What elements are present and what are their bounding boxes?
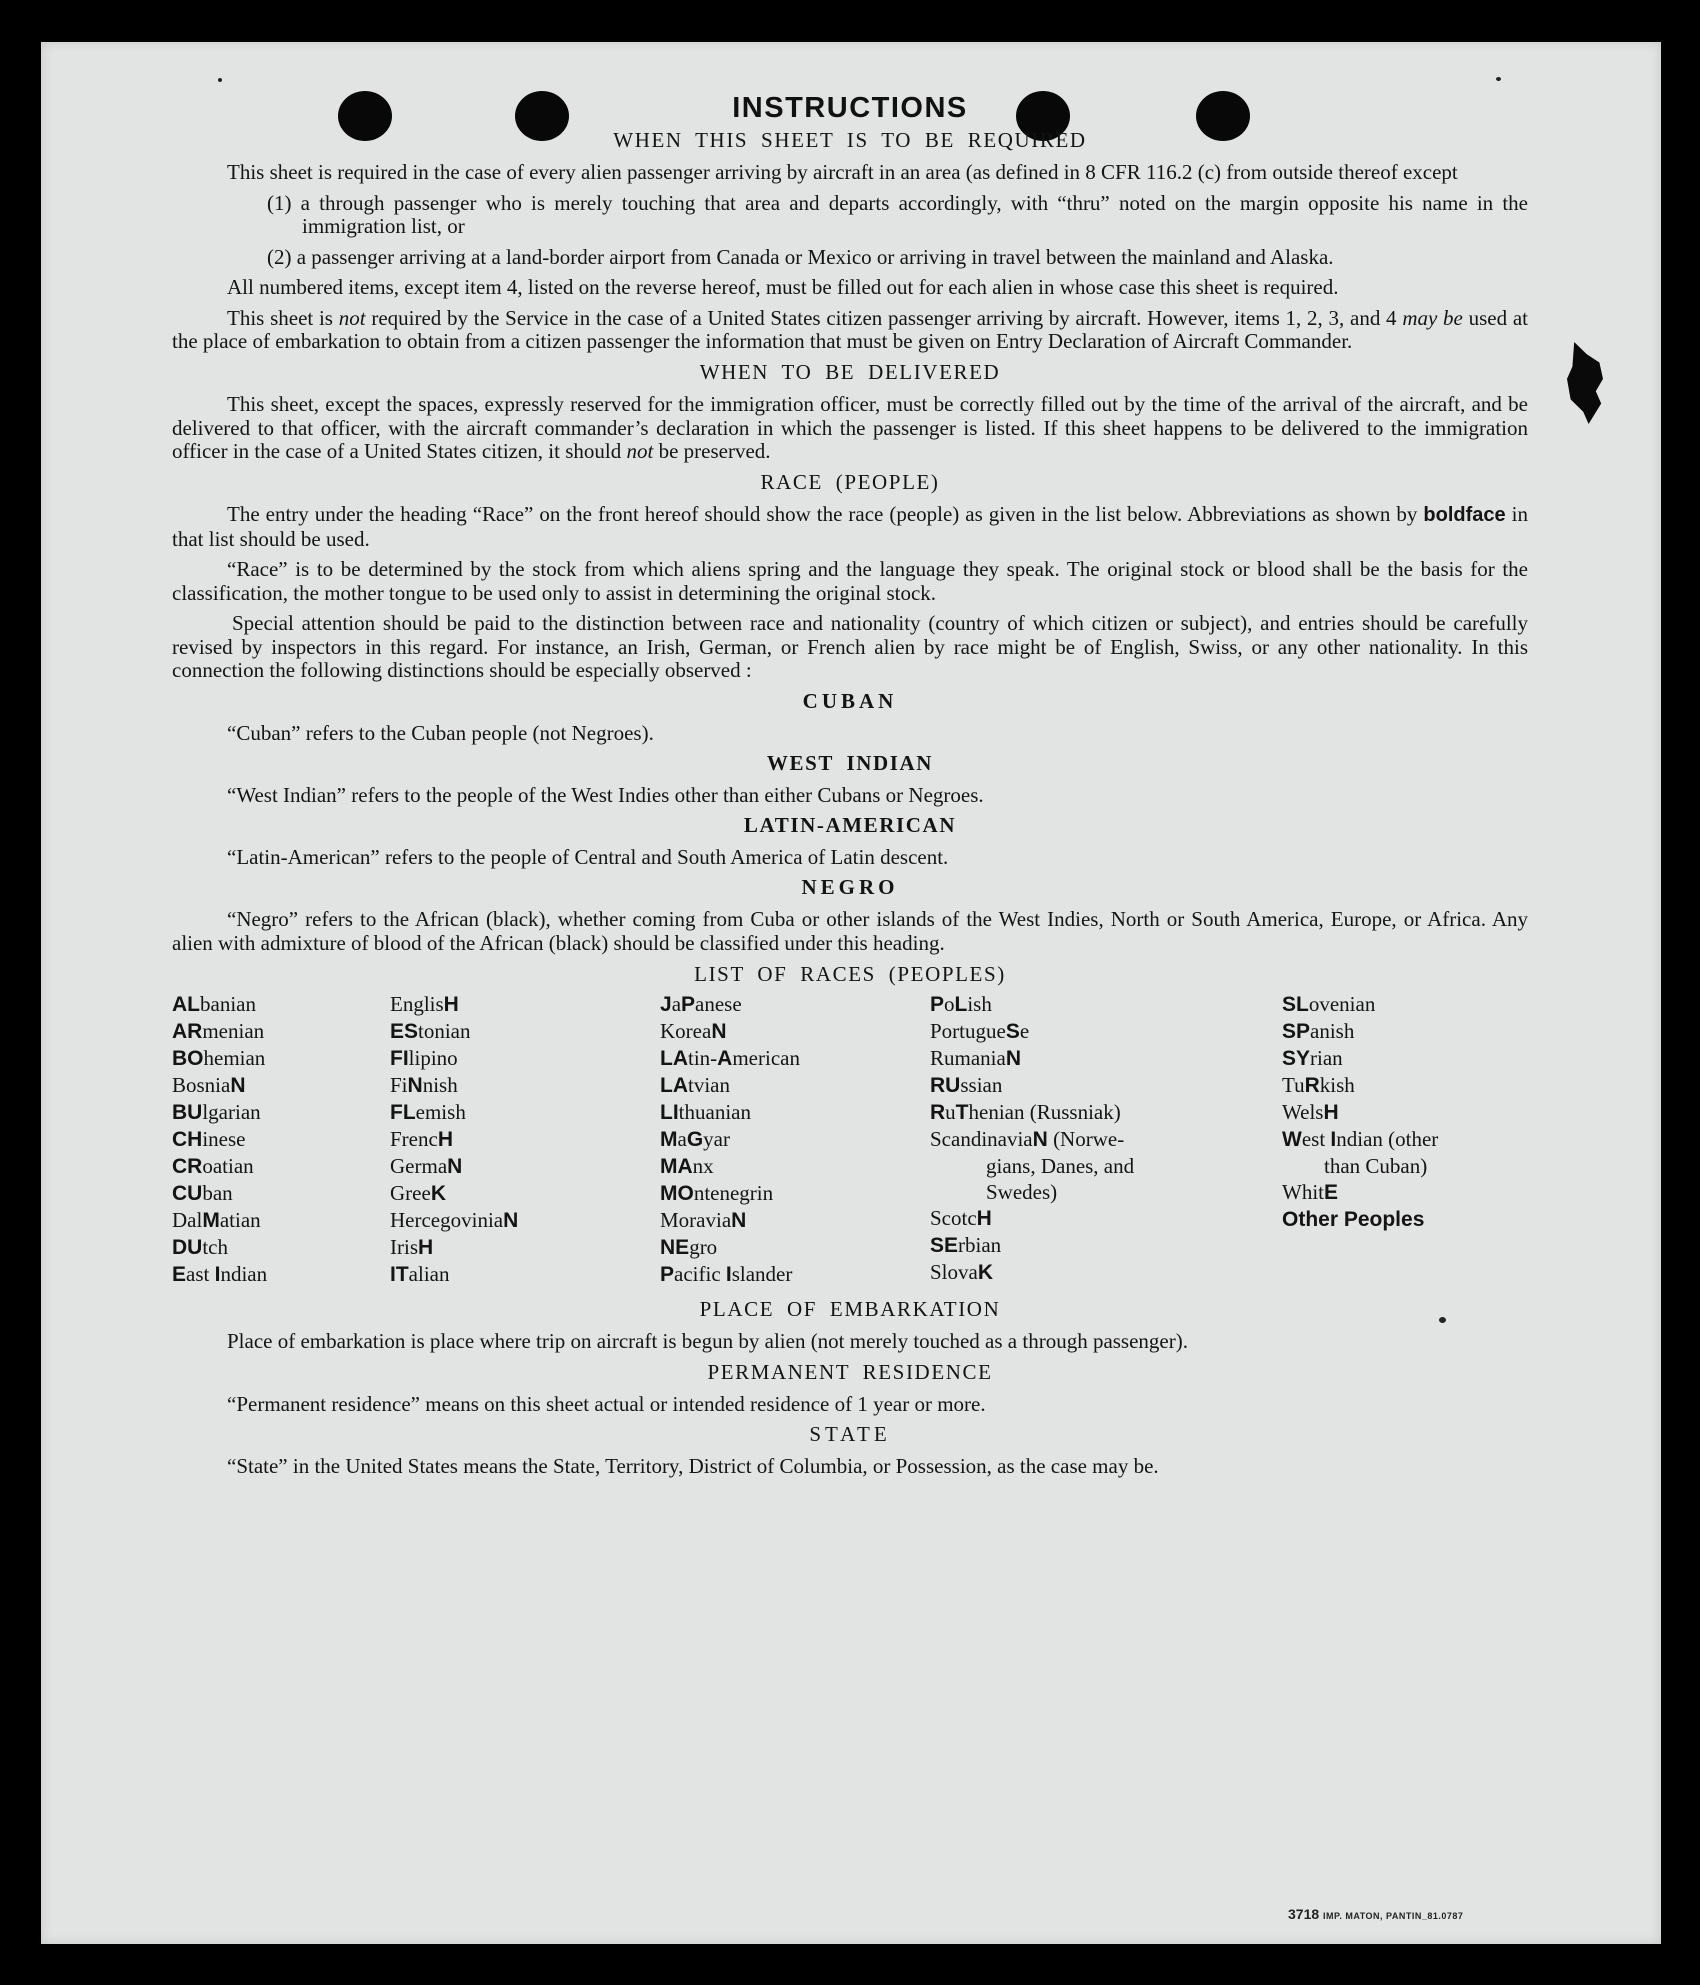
race-text: P — [681, 992, 696, 1016]
race-entry — [390, 1045, 660, 1072]
race-entry — [172, 1126, 390, 1153]
definition-west-indian: “West Indian” refers to the people of the West Indies other than either Cubans or Negroes. — [227, 783, 984, 807]
race-text: merican — [732, 1045, 800, 1070]
race-text: BU — [172, 1100, 203, 1124]
race-text: K — [430, 1181, 446, 1205]
race-entry — [1282, 1179, 1528, 1206]
race-entry — [172, 1207, 390, 1234]
race-entry — [660, 1234, 930, 1261]
race-entry — [390, 1126, 660, 1153]
race-text: H — [418, 1235, 434, 1259]
race-text: T — [955, 1100, 969, 1124]
document-sheet — [41, 42, 1661, 1944]
race-text: ban — [202, 1180, 233, 1205]
printer-footer — [1288, 1906, 1463, 1922]
race-text: Wels — [1282, 1099, 1324, 1124]
race-text: anese — [695, 991, 742, 1016]
race-entry — [1282, 1099, 1528, 1126]
race-text: ES — [390, 1019, 419, 1043]
definition-cuban: “Cuban” refers to the Cuban people (not Negroes). — [227, 721, 654, 745]
race-entry — [172, 991, 390, 1018]
race-entry — [172, 1045, 390, 1072]
race-text: N — [230, 1073, 246, 1097]
race-text: ntenegrin — [693, 1180, 774, 1205]
race-entry — [390, 1072, 660, 1099]
race-text: CU — [172, 1181, 203, 1205]
race-entry — [390, 1153, 660, 1180]
race-entry — [930, 1018, 1282, 1045]
races-column — [930, 991, 1282, 1288]
race-text: SL — [1282, 992, 1309, 1016]
race-text: I — [214, 1262, 221, 1286]
race-entry — [390, 1180, 660, 1207]
numbered-item-2: (2) a passenger arriving at a land-border airport from Canada or Mexico or arriving in travel between the mainland and Alaska. — [267, 244, 1334, 269]
race-text: inese — [202, 1126, 246, 1151]
paragraph: The entry under the heading “Race” on the front hereof should show the race (people) as given in the list below. Abbreviations as shown by boldface in that list should be used. — [172, 502, 1529, 551]
race-text: FL — [390, 1100, 416, 1124]
race-text: P — [660, 1262, 675, 1286]
race-text: I — [1330, 1127, 1337, 1151]
race-text: rbian — [958, 1232, 1002, 1257]
race-text: M — [660, 1127, 678, 1151]
race-text: N — [1005, 1046, 1021, 1070]
race-text: Hercegovinia — [390, 1207, 504, 1232]
race-entry — [172, 1072, 390, 1099]
race-entry — [660, 991, 930, 1018]
race-text: kish — [1319, 1072, 1355, 1097]
race-text: I — [725, 1262, 732, 1286]
race-text: rian — [1310, 1045, 1343, 1070]
race-text: nx — [692, 1153, 714, 1178]
race-text: BO — [172, 1046, 204, 1070]
section-heading-required: WHEN THIS SHEET IS TO BE REQUIRED — [613, 127, 1087, 152]
race-text: LA — [660, 1046, 688, 1070]
race-text: banian — [200, 991, 256, 1016]
race-entry — [930, 1099, 1282, 1126]
race-text: H — [976, 1206, 992, 1230]
paragraph: This sheet is not required by the Service in the case of a United States citizen passenger arriving by aircraft. However, items 1, 2, 3, and 4 may be used at the place of embarkation to obtain from a citizen passenger the information that must be given on Entry Declaration of Aircraft Commander. — [172, 305, 1529, 353]
race-entry — [390, 1099, 660, 1126]
heading-latin-american: LATIN-AMERICAN — [743, 812, 957, 837]
race-text: Swedes) — [986, 1179, 1058, 1204]
race-text: ovenian — [1308, 991, 1376, 1016]
race-entry — [660, 1045, 930, 1072]
race-text: thuanian — [678, 1099, 751, 1124]
section-heading-race: RACE (PEOPLE) — [760, 469, 940, 494]
heading-state: STATE — [809, 1421, 891, 1446]
race-text: CR — [172, 1154, 203, 1178]
race-entry — [930, 1259, 1282, 1286]
race-entry — [660, 1018, 930, 1045]
paragraph: Special attention should be paid to the distinction between race and nationality (country of which citizen or subject), and entries should be carefully revised by inspectors in this regard. For instance, an Irish, German, or French alien by race might be of English, Swiss, or any other nationality. In this connection the following distinctions should be especially observed : — [172, 611, 1528, 682]
paragraph: “Race” is to be determined by the stock from which aliens spring and the language they speak. The original stock or blood shall be the basis for the classification, the mother tongue to be used only to assist in determining the original stock. — [172, 557, 1528, 605]
race-text: tonian — [418, 1018, 471, 1043]
race-text: oatian — [202, 1153, 254, 1178]
race-text: H — [1323, 1100, 1339, 1124]
definition-negro: “Negro” refers to the African (black), whether coming from Cuba or other islands of the West Indies, North or South America, Europe, or Africa. Any alien with admixture of blood of the African (black) should be classified under this heading. — [172, 907, 1528, 955]
race-text: Iris — [390, 1234, 418, 1259]
race-entry — [1282, 1126, 1528, 1153]
race-text: SY — [1282, 1046, 1311, 1070]
race-text: Germa — [390, 1153, 448, 1178]
definition-latin-american: “Latin-American” refers to the people of Central and South America of Latin descent. — [227, 845, 949, 869]
race-text: IT — [390, 1262, 409, 1286]
race-text: acific — [674, 1261, 726, 1286]
race-text: SE — [930, 1233, 959, 1257]
instructions-content — [172, 92, 1529, 1486]
form-number: 3718 — [1288, 1906, 1320, 1922]
definition-permanent-residence: “Permanent residence” means on this sheet actual or intended residence of 1 year or more. — [227, 1392, 986, 1416]
race-text: R — [930, 1100, 946, 1124]
race-entry — [1282, 1018, 1528, 1045]
race-entry — [1282, 1045, 1528, 1072]
race-entry — [390, 1018, 660, 1045]
race-text: DU — [172, 1235, 203, 1259]
race-text: N — [731, 1208, 747, 1232]
race-entry — [930, 1232, 1282, 1259]
races-column — [172, 991, 390, 1288]
race-text: a — [677, 1126, 687, 1151]
race-text: P — [930, 992, 945, 1016]
race-text: Fi — [390, 1072, 408, 1097]
race-text: M — [202, 1208, 220, 1232]
race-text: Dal — [172, 1207, 203, 1232]
race-text: ish — [967, 991, 992, 1016]
definition-embarkation: Place of embarkation is place where trip on aircraft is begun by alien (not merely touched as a through passenger). — [227, 1329, 1188, 1353]
race-text: nish — [422, 1072, 458, 1097]
race-text: N — [503, 1208, 519, 1232]
race-text: ssian — [960, 1072, 1003, 1097]
race-entry — [172, 1180, 390, 1207]
race-entry — [930, 1126, 1282, 1153]
race-text: ast — [186, 1261, 215, 1286]
races-column — [660, 991, 930, 1288]
section-heading-delivered: WHEN TO BE DELIVERED — [699, 359, 1001, 384]
race-text: lipino — [408, 1045, 458, 1070]
race-text: LA — [660, 1073, 688, 1097]
races-list — [172, 991, 1528, 1288]
dust-speck — [1496, 77, 1501, 81]
race-text: tch — [202, 1234, 228, 1259]
paragraph: This sheet, except the spaces, expressly reserved for the immigration officer, must be correctly filled out by the time of the arrival of the aircraft, and be delivered to that officer, with the aircraft commander’s declaration in which the passenger is listed. If this sheet happens to be delivered to the immigration officer in the case of a United States citizen, it should not be preserved. — [172, 392, 1528, 463]
race-entry — [660, 1126, 930, 1153]
race-entry — [172, 1234, 390, 1261]
race-text: est — [1301, 1126, 1331, 1151]
race-entry — [172, 1261, 390, 1288]
races-column — [390, 991, 660, 1288]
race-text: Bosnia — [172, 1072, 231, 1097]
race-entry — [930, 1045, 1282, 1072]
race-text: than Cuban) — [1324, 1153, 1428, 1178]
race-text: N — [407, 1073, 423, 1097]
race-text: K — [977, 1260, 994, 1284]
race-text: Frenc — [390, 1126, 438, 1151]
definition-state: “State” in the United States means the State, Territory, District of Columbia, or Possession, as the case may be. — [227, 1454, 1159, 1478]
race-text: N — [1032, 1127, 1048, 1151]
race-text: LI — [660, 1100, 679, 1124]
race-text: N — [447, 1154, 463, 1178]
race-text: J — [660, 992, 672, 1016]
race-text: MO — [660, 1181, 694, 1205]
race-entry — [390, 991, 660, 1018]
race-text: Portugue — [930, 1018, 1006, 1043]
race-text: FI — [390, 1046, 409, 1070]
numbered-item-1: (1) a through passenger who is merely touching that area and departs accordingly, with “thru” noted on the margin opposite his name in the immigration list, or — [267, 190, 1528, 238]
races-column — [1282, 991, 1528, 1288]
race-entry — [390, 1234, 660, 1261]
race-text: ndian (other — [1336, 1126, 1439, 1151]
race-entry — [930, 1179, 1282, 1205]
race-text: Englis — [390, 991, 444, 1016]
heading-west-indian: WEST INDIAN — [766, 750, 934, 775]
race-text: NE — [660, 1235, 690, 1259]
race-text: emish — [415, 1099, 466, 1124]
ink-blot — [1567, 342, 1603, 424]
race-text: u — [945, 1099, 956, 1124]
race-text: R — [1304, 1073, 1320, 1097]
race-entry — [1282, 1206, 1528, 1233]
race-text: S — [1005, 1019, 1020, 1043]
heading-list-of-races: LIST OF RACES (PEOPLES) — [694, 962, 1006, 986]
race-text: Whit — [1282, 1179, 1324, 1204]
race-text: o — [944, 991, 955, 1016]
paragraph: All numbered items, except item 4, listed on the reverse hereof, must be filled out for each alien in whose case this sheet is required. — [227, 275, 1339, 299]
heading-cuban: CUBAN — [802, 688, 898, 713]
race-text: tvian — [688, 1072, 730, 1097]
race-text: Slova — [930, 1259, 978, 1284]
race-text: AR — [172, 1019, 203, 1043]
race-text: Tu — [1282, 1072, 1305, 1097]
race-text: W — [1282, 1127, 1302, 1151]
heading-permanent-residence: PERMANENT RESIDENCE — [707, 1359, 993, 1384]
paragraph: This sheet is required in the case of every alien passenger arriving by aircraft in an area (as defined in 8 CFR 116.2 (c) from outside thereof except — [227, 160, 1458, 184]
race-entry — [930, 1072, 1282, 1099]
dust-speck — [218, 78, 222, 82]
race-text: MA — [660, 1154, 693, 1178]
race-text: CH — [172, 1127, 203, 1151]
race-entry — [172, 1018, 390, 1045]
race-text: lgarian — [202, 1099, 261, 1124]
race-text: Moravia — [660, 1207, 732, 1232]
race-text: alian — [408, 1261, 450, 1286]
race-text: Gree — [390, 1180, 431, 1205]
race-entry — [1282, 1153, 1528, 1179]
race-text: hemian — [203, 1045, 266, 1070]
race-text: H — [437, 1127, 453, 1151]
race-text: AL — [172, 992, 200, 1016]
race-entry — [660, 1207, 930, 1234]
race-text: RU — [930, 1073, 961, 1097]
race-text: Scandinavia — [930, 1126, 1033, 1151]
race-entry — [930, 1153, 1282, 1179]
race-text: E — [172, 1262, 187, 1286]
race-entry — [930, 991, 1282, 1018]
race-text: ndian — [220, 1261, 268, 1286]
race-entry — [660, 1180, 930, 1207]
race-text: E — [1324, 1180, 1339, 1204]
race-entry — [172, 1153, 390, 1180]
race-entry — [930, 1205, 1282, 1232]
race-entry — [1282, 991, 1528, 1018]
race-text: L — [954, 992, 968, 1016]
race-entry — [660, 1153, 930, 1180]
race-entry — [660, 1072, 930, 1099]
race-text: Rumania — [930, 1045, 1006, 1070]
race-entry — [660, 1099, 930, 1126]
race-text: atian — [219, 1207, 261, 1232]
race-entry — [390, 1207, 660, 1234]
race-text: henian (Russniak) — [968, 1099, 1121, 1124]
race-entry — [1282, 1072, 1528, 1099]
race-text: (Norwe- — [1047, 1126, 1125, 1151]
race-text: A — [717, 1046, 733, 1070]
race-text: H — [443, 992, 459, 1016]
race-text: tin- — [688, 1045, 718, 1070]
race-text: gians, Danes, and — [986, 1153, 1135, 1178]
race-text: SP — [1282, 1019, 1311, 1043]
race-text: Scotc — [930, 1205, 977, 1230]
race-text: yar — [703, 1126, 730, 1151]
race-text: slander — [731, 1261, 793, 1286]
race-text: Korea — [660, 1018, 712, 1043]
race-text: gro — [689, 1234, 718, 1259]
race-text: N — [711, 1019, 727, 1043]
race-entry — [390, 1261, 660, 1288]
race-text: G — [686, 1127, 704, 1151]
race-text: e — [1019, 1018, 1030, 1043]
race-text: menian — [202, 1018, 265, 1043]
race-text: a — [671, 991, 682, 1016]
race-text: Other Peoples — [1282, 1207, 1425, 1231]
page-title: INSTRUCTIONS — [732, 92, 968, 124]
race-entry — [660, 1261, 930, 1288]
race-entry — [172, 1099, 390, 1126]
race-text: anish — [1310, 1018, 1355, 1043]
heading-embarkation: PLACE OF EMBARKATION — [699, 1296, 1001, 1321]
printer-imprint: IMP. MATON, PANTIN_81.0787 — [1323, 1911, 1464, 1921]
heading-negro: NEGRO — [801, 874, 899, 899]
